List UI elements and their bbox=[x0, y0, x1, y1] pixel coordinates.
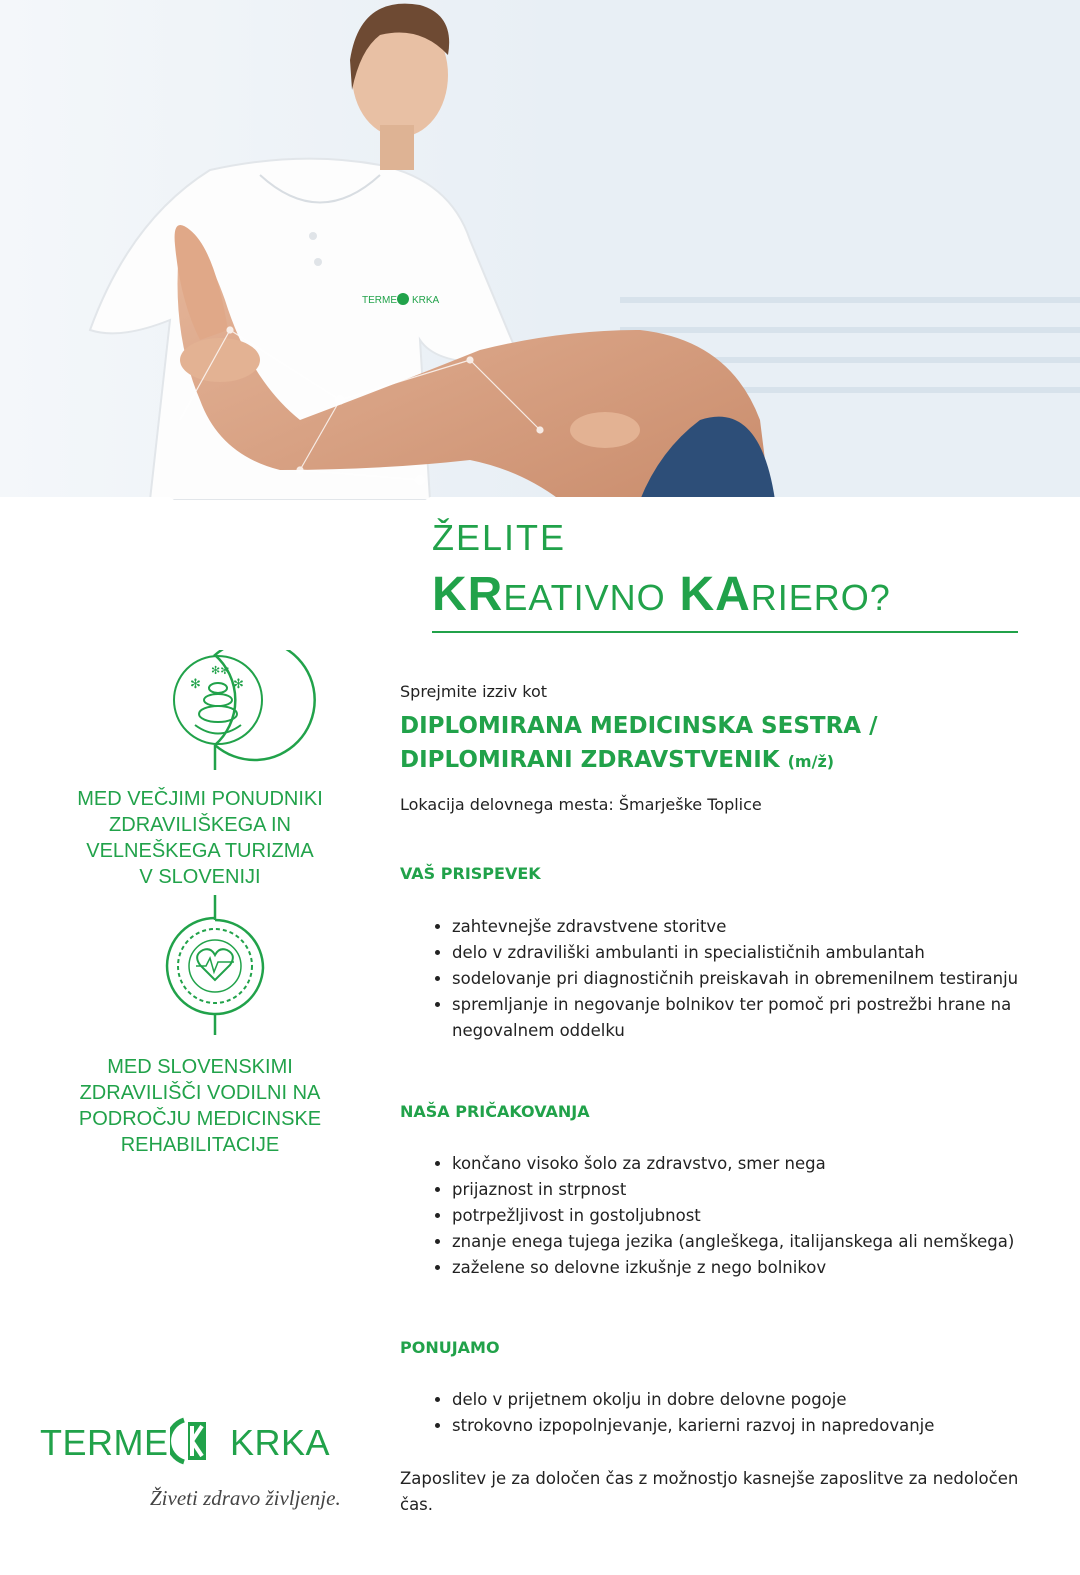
list-item: • zahtevnejše zdravstvene storitve bbox=[452, 914, 1072, 940]
list-item: • strokovno izpopolnjevanje, karierni razvoj in napredovanje bbox=[452, 1413, 1072, 1439]
section-heading-offer: PONUJAMO bbox=[400, 1338, 500, 1357]
headline-divider bbox=[432, 631, 1018, 633]
svg-text:✻: ✻ bbox=[190, 677, 201, 692]
krka-k-icon bbox=[170, 1416, 220, 1466]
section-heading-expectations: NAŠA PRIČAKOVANJA bbox=[400, 1102, 590, 1121]
hero-photo bbox=[0, 0, 1080, 500]
badges-graphic bbox=[0, 650, 400, 1370]
section-heading-contribution: VAŠ PRISPEVEK bbox=[400, 864, 541, 883]
job-title: DIPLOMIRANA MEDICINSKA SESTRA / DIPLOMIRANI ZDRAVSTVENIK (m/ž) bbox=[400, 713, 878, 773]
badges-column bbox=[0, 650, 400, 1550]
headline-line2: KREATIVNO KARIERO? bbox=[432, 568, 891, 621]
headline bbox=[432, 518, 891, 624]
svg-text:✻: ✻ bbox=[233, 677, 244, 692]
list-item: • sodelovanje pri diagnostičnih preiskavah in obremenilnem testiranju bbox=[452, 966, 1072, 992]
svg-text:KRKA: KRKA bbox=[412, 295, 440, 306]
list-item: • delo v prijetnem okolju in dobre delovne pogoje bbox=[452, 1387, 1072, 1413]
headline-line1: ŽELITE bbox=[432, 517, 567, 558]
job-details bbox=[400, 682, 1060, 1514]
list-item: • zaželene so delovne izkušnje z nego bolnikov bbox=[452, 1255, 1072, 1281]
job-location: Lokacija delovnega mesta: Šmarješke Toplice bbox=[400, 795, 762, 814]
svg-text:✻✻: ✻✻ bbox=[211, 664, 230, 677]
offer-list bbox=[432, 1387, 1072, 1439]
hero-illustration bbox=[0, 0, 1080, 500]
list-item: • spremljanje in negovanje bolnikov ter pomoč pri postrežbi hrane na negovalnem oddelku bbox=[452, 992, 1072, 1044]
heart-health-icon bbox=[167, 918, 263, 1035]
list-item: • znanje enega tujega jezika (angleškega, italijanskega ali nemškega) bbox=[452, 1229, 1072, 1255]
svg-text:TERME: TERME bbox=[362, 295, 397, 306]
list-item: • končano visoko šolo za zdravstvo, smer nega bbox=[452, 1151, 1072, 1177]
wellness-stones-icon bbox=[174, 650, 315, 770]
badge-1-text: MED VEČJIMI PONUDNIKI ZDRAVILIŠKEGA IN VELNEŠKEGA TURIZMA V SLOVENIJI bbox=[77, 788, 323, 888]
list-item: • potrpežljivost in gostoljubnost bbox=[452, 1203, 1072, 1229]
list-item: • prijaznost in strpnost bbox=[452, 1177, 1072, 1203]
contribution-list bbox=[432, 914, 1072, 1044]
uniform-logo bbox=[362, 293, 440, 306]
employment-note: Zaposlitev je za določen čas z možnostjo kasnejše zaposlitve za nedoločen čas. bbox=[400, 1469, 1019, 1514]
job-intro: Sprejmite izziv kot bbox=[400, 682, 548, 701]
list-item: • delo v zdraviliški ambulanti in specialističnih ambulantah bbox=[452, 940, 1072, 966]
expectations-list bbox=[432, 1151, 1072, 1281]
sections bbox=[400, 682, 1060, 1522]
slogan: Živeti zdravo življenje. bbox=[150, 1486, 341, 1510]
badge-2-text: MED SLOVENSKIMI ZDRAVILIŠČI VODILNI NA PODROČJU MEDICINSKE REHABILITACIJE bbox=[78, 1056, 322, 1156]
